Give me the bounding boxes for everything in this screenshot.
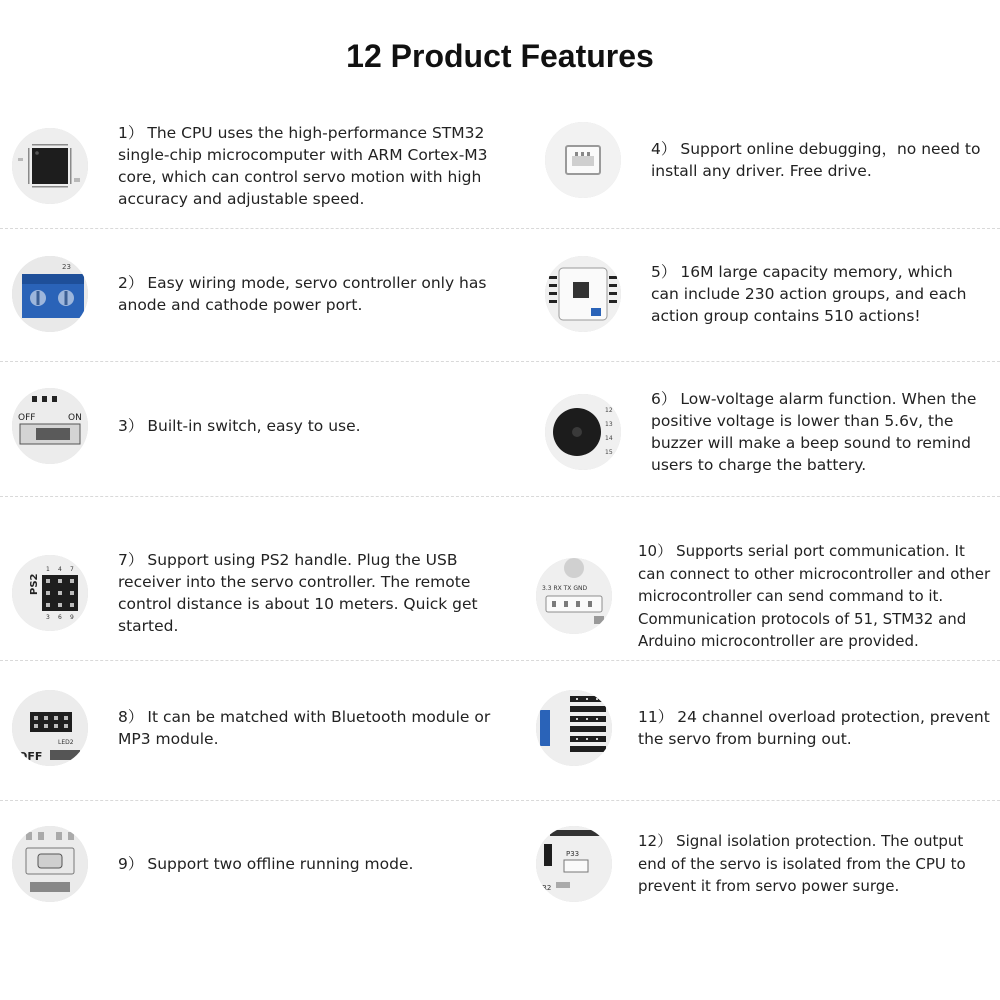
row-divider bbox=[0, 800, 1000, 801]
row-divider bbox=[0, 228, 1000, 229]
feature-text: 3） Built-in switch, easy to use. bbox=[118, 417, 361, 435]
isolation-jumper-icon bbox=[536, 826, 612, 902]
pcb-label: 3 bbox=[46, 614, 50, 621]
feature-text: 2） Easy wiring mode, servo controller only has anode and cathode power port. bbox=[118, 274, 487, 314]
pcb-label: R2 bbox=[542, 884, 552, 892]
pcb-label: 6 bbox=[58, 614, 62, 621]
feature-text: 9） Support two offline running mode. bbox=[118, 855, 414, 873]
pcb-label: LED2 bbox=[58, 739, 74, 746]
cpu-chip-icon bbox=[12, 128, 88, 204]
feature-12 bbox=[536, 826, 996, 902]
pcb-label: 7 bbox=[70, 566, 74, 573]
usb-port-icon bbox=[545, 122, 621, 198]
feature-4 bbox=[545, 122, 995, 198]
feature-6 bbox=[545, 388, 995, 476]
feature-2 bbox=[12, 256, 512, 332]
pcb-label: 23 bbox=[62, 263, 71, 271]
pcb-label-ps2: PS2 bbox=[29, 573, 40, 595]
bluetooth-header-icon bbox=[12, 690, 88, 766]
feature-text: 11） 24 channel overload protection, prevent the servo from burning out. bbox=[638, 708, 990, 748]
circuit-board-icon bbox=[545, 256, 621, 332]
buzzer-icon bbox=[545, 394, 621, 470]
row-divider bbox=[0, 660, 1000, 661]
feature-10 bbox=[536, 540, 996, 653]
servo-channels-icon bbox=[536, 690, 612, 766]
feature-text: 10） Supports serial port communication. It can connect to other microcontroller and other microcontroller can send command to it. Communication protocols of 51, STM32 and Arduino microcontroller are provided. bbox=[638, 542, 991, 650]
feature-text: 7） Support using PS2 handle. Plug the USB receiver into the servo controller. The remote control distance is about 10 meters. Quick get started. bbox=[118, 551, 478, 635]
feature-text: 6） Low-voltage alarm function. When the positive voltage is lower than 5.6v, the buzzer will make a beep sound to remind users to charge the battery. bbox=[651, 390, 977, 474]
serial-port-icon bbox=[536, 558, 612, 634]
feature-text: 1） The CPU uses the high-performance STM32 single-chip microcomputer with ARM Cortex-M3 core, which can control servo motion with high accuracy and adjustable speed. bbox=[118, 124, 488, 208]
pcb-label: 13 bbox=[605, 421, 613, 428]
pcb-label: 4 bbox=[58, 566, 62, 573]
pcb-label-off: OFF bbox=[18, 750, 43, 763]
page-title: 12 Product Features bbox=[346, 38, 654, 74]
feature-text: 12） Signal isolation protection. The output end of the servo is isolated from the CPU to prevent it from servo power surge. bbox=[638, 832, 966, 896]
feature-1 bbox=[12, 122, 512, 210]
feature-3 bbox=[12, 388, 512, 464]
feature-9 bbox=[12, 826, 512, 902]
feature-text: 5） 16M large capacity memory, which can include 230 action groups, and each action group contains 510 actions! bbox=[651, 263, 967, 325]
feature-7 bbox=[12, 549, 512, 637]
pcb-label: 3.3 RX TX GND bbox=[542, 585, 588, 593]
feature-11 bbox=[536, 690, 996, 766]
feature-8 bbox=[12, 690, 512, 766]
pcb-label: P33 bbox=[566, 850, 580, 858]
pcb-label: 15 bbox=[605, 449, 613, 456]
pcb-label-off: OFF bbox=[18, 413, 36, 423]
row-divider bbox=[0, 496, 1000, 497]
feature-text: 8） It can be matched with Bluetooth module or MP3 module. bbox=[118, 708, 491, 748]
push-button-icon bbox=[12, 826, 88, 902]
pcb-label-on: ON bbox=[68, 413, 82, 423]
row-divider bbox=[0, 361, 1000, 362]
pcb-label: 9 bbox=[70, 614, 74, 621]
feature-5 bbox=[545, 256, 995, 332]
ps2-header-icon bbox=[12, 555, 88, 631]
terminal-block-icon bbox=[12, 256, 88, 332]
pcb-label: 12 bbox=[605, 407, 613, 414]
feature-text: 4） Support online debugging，no need to install any driver. Free drive. bbox=[651, 140, 981, 180]
pcb-label: 1 bbox=[46, 566, 50, 573]
pcb-label: 14 bbox=[605, 435, 613, 442]
slide-switch-icon bbox=[12, 388, 88, 464]
